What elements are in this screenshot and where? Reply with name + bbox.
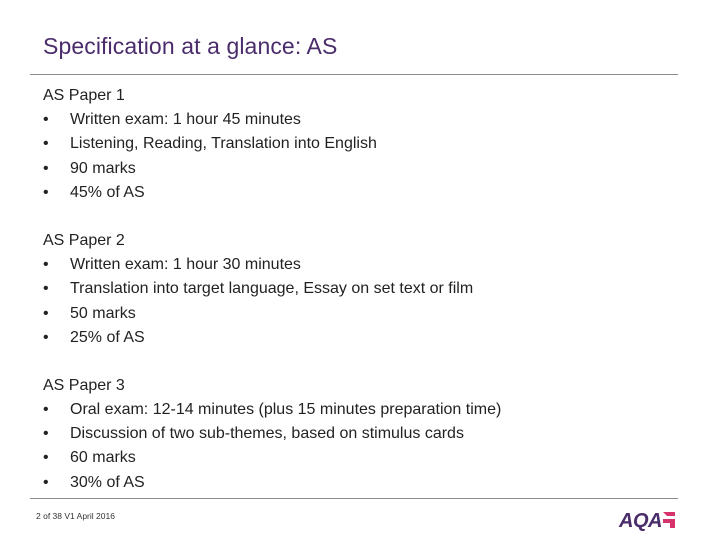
bullet-text: 45% of AS [70, 183, 145, 201]
bullet-icon: • [43, 135, 49, 153]
bullet-item [43, 108, 683, 132]
bullet-list [43, 108, 683, 205]
footer-divider [30, 498, 678, 499]
logo-text: AQA [619, 510, 662, 532]
bullet-text: 90 marks [70, 159, 136, 177]
bullet-text: Oral exam: 12-14 minutes (plus 15 minutes preparation time) [70, 401, 502, 419]
bullet-icon: • [43, 159, 49, 177]
bullet-text: 25% of AS [70, 328, 145, 346]
bullet-item [43, 157, 683, 181]
bullet-item [43, 181, 683, 205]
bullet-item [43, 446, 683, 470]
title-divider [30, 74, 678, 75]
bullet-icon: • [43, 401, 49, 419]
bullet-text: Listening, Reading, Translation into English [70, 135, 377, 153]
section-as-paper-3 [43, 374, 683, 495]
bullet-text: Written exam: 1 hour 30 minutes [70, 256, 301, 274]
bullet-icon: • [43, 111, 49, 129]
bullet-item [43, 326, 683, 350]
section-as-paper-2 [43, 229, 683, 350]
bullet-item [43, 398, 683, 422]
bullet-list [43, 398, 683, 495]
slide-content [43, 84, 683, 495]
bullet-text: 60 marks [70, 449, 136, 467]
bullet-text: Written exam: 1 hour 45 minutes [70, 111, 301, 129]
aqa-swoosh-icon [661, 510, 677, 530]
footer-page-info: 2 of 38 V1 April 2016 [36, 511, 115, 521]
bullet-item [43, 132, 683, 156]
bullet-item [43, 277, 683, 301]
section-heading: AS Paper 3 [43, 376, 125, 394]
bullet-icon: • [43, 256, 49, 274]
bullet-item [43, 253, 683, 277]
bullet-text: 50 marks [70, 304, 136, 322]
section-heading: AS Paper 2 [43, 231, 125, 249]
section-heading: AS Paper 1 [43, 87, 125, 104]
bullet-text: 30% of AS [70, 473, 145, 491]
bullet-icon: • [43, 425, 49, 443]
bullet-item [43, 302, 683, 326]
bullet-icon: • [43, 473, 49, 491]
bullet-icon: • [43, 449, 49, 467]
bullet-list [43, 253, 683, 350]
section-as-paper-1 [43, 84, 683, 205]
bullet-icon: • [43, 280, 49, 298]
bullet-item [43, 471, 683, 495]
bullet-icon: • [43, 328, 49, 346]
bullet-icon: • [43, 304, 49, 322]
slide-title: Specification at a glance: AS [43, 33, 338, 59]
bullet-text: Discussion of two sub-themes, based on stimulus cards [70, 425, 464, 443]
bullet-item [43, 422, 683, 446]
bullet-text: Translation into target language, Essay on set text or film [70, 280, 474, 298]
bullet-icon: • [43, 183, 49, 201]
